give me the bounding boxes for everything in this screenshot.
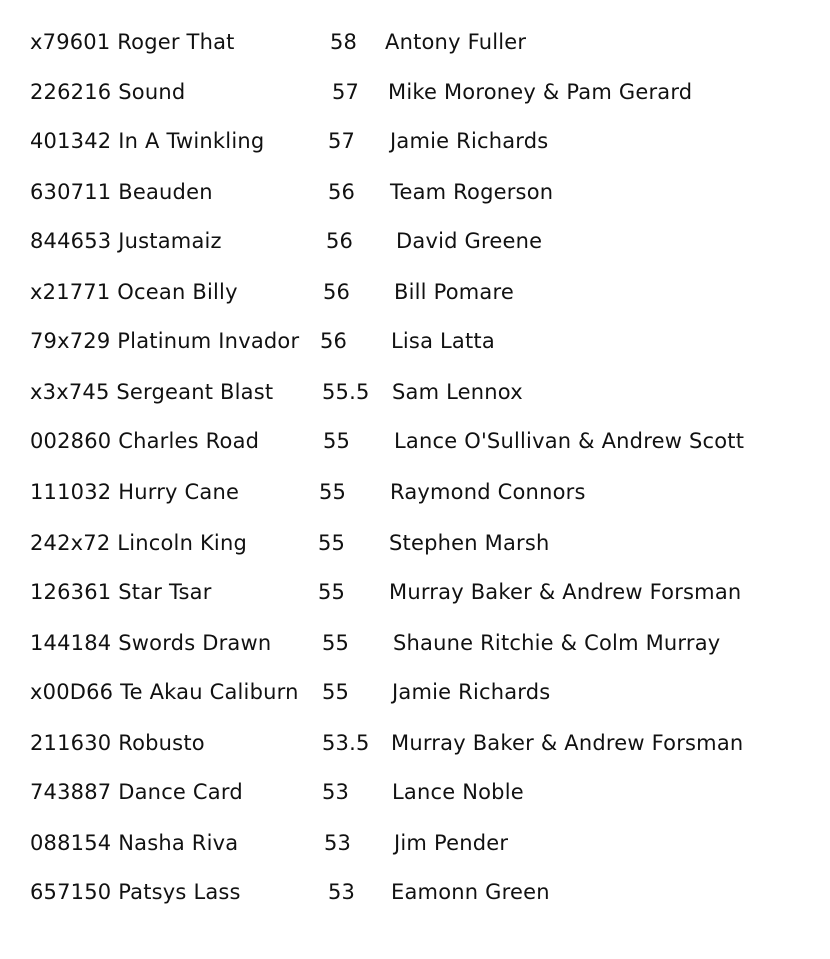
trainer-name: Jamie Richards xyxy=(390,129,549,153)
horse-weight: 56 xyxy=(323,280,351,304)
horse-name: 126361 Star Tsar xyxy=(30,580,212,604)
horse-name: x3x745 Sergeant Blast xyxy=(30,380,274,404)
horse-weight: 55 xyxy=(318,580,346,604)
trainer-name: Raymond Connors xyxy=(390,480,586,504)
horse-weight: 55 xyxy=(322,680,350,704)
horse-weight: 55 xyxy=(322,631,350,655)
horse-name: 401342 In A Twinkling xyxy=(30,129,265,153)
horse-weight: 53.5 xyxy=(322,731,370,755)
list-item xyxy=(0,121,830,161)
list-item xyxy=(0,22,830,62)
horse-weight: 58 xyxy=(330,30,358,54)
list-item xyxy=(0,421,830,461)
trainer-name: Stephen Marsh xyxy=(389,531,550,555)
list-item xyxy=(0,272,830,312)
horse-name: 242x72 Lincoln King xyxy=(30,531,248,555)
list-item xyxy=(0,623,830,663)
list-item xyxy=(0,172,830,212)
horse-weight: 57 xyxy=(332,80,360,104)
list-item xyxy=(0,372,830,412)
horse-weight: 55 xyxy=(319,480,347,504)
horse-weight: 55 xyxy=(318,531,346,555)
horse-name: 630711 Beauden xyxy=(30,180,213,204)
list-item xyxy=(0,672,830,712)
list-item xyxy=(0,72,830,112)
horse-name: x79601 Roger That xyxy=(30,30,235,54)
horse-name: x00D66 Te Akau Caliburn xyxy=(30,680,299,704)
trainer-name: Murray Baker & Andrew Forsman xyxy=(391,731,744,755)
trainer-name: Murray Baker & Andrew Forsman xyxy=(389,580,742,604)
list-item xyxy=(0,572,830,612)
trainer-name: Lance Noble xyxy=(392,780,524,804)
list-item xyxy=(0,472,830,512)
horse-name: 79x729 Platinum Invador xyxy=(30,329,300,353)
horse-weight: 56 xyxy=(328,180,356,204)
list-item xyxy=(0,772,830,812)
list-item xyxy=(0,321,830,361)
horse-weight: 53 xyxy=(324,831,352,855)
trainer-name: David Greene xyxy=(396,229,543,253)
trainer-name: Jim Pender xyxy=(394,831,509,855)
horse-name: 144184 Swords Drawn xyxy=(30,631,272,655)
trainer-name: Lisa Latta xyxy=(391,329,495,353)
list-item xyxy=(0,523,830,563)
trainer-name: Lance O'Sullivan & Andrew Scott xyxy=(394,429,745,453)
list-item xyxy=(0,221,830,261)
horse-weight: 56 xyxy=(320,329,348,353)
trainer-name: Jamie Richards xyxy=(392,680,551,704)
horse-name: 002860 Charles Road xyxy=(30,429,260,453)
horse-weight: 55.5 xyxy=(322,380,370,404)
trainer-name: Sam Lennox xyxy=(392,380,523,404)
trainer-name: Mike Moroney & Pam Gerard xyxy=(388,80,693,104)
horse-weight: 55 xyxy=(323,429,351,453)
horse-name: 743887 Dance Card xyxy=(30,780,243,804)
horse-weight: 56 xyxy=(326,229,354,253)
horse-name: 111032 Hurry Cane xyxy=(30,480,240,504)
trainer-name: Antony Fuller xyxy=(385,30,527,54)
trainer-name: Eamonn Green xyxy=(391,880,550,904)
list-item xyxy=(0,723,830,763)
list-item xyxy=(0,823,830,863)
horse-weight: 53 xyxy=(322,780,350,804)
list-item xyxy=(0,872,830,912)
trainer-name: Shaune Ritchie & Colm Murray xyxy=(393,631,721,655)
horse-name: 844653 Justamaiz xyxy=(30,229,222,253)
horse-weight: 57 xyxy=(328,129,356,153)
horse-name: 657150 Patsys Lass xyxy=(30,880,241,904)
trainer-name: Bill Pomare xyxy=(394,280,514,304)
horse-weight: 53 xyxy=(328,880,356,904)
horse-name: 211630 Robusto xyxy=(30,731,205,755)
horse-name: 226216 Sound xyxy=(30,80,186,104)
horse-name: x21771 Ocean Billy xyxy=(30,280,238,304)
trainer-name: Team Rogerson xyxy=(390,180,554,204)
horse-name: 088154 Nasha Riva xyxy=(30,831,239,855)
